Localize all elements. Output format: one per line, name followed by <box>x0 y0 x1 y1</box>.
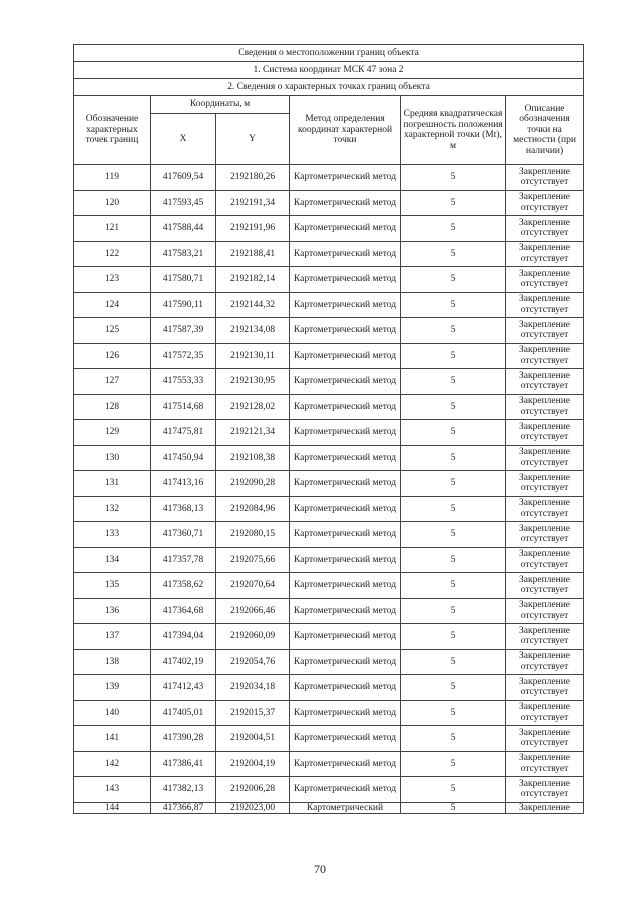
cell-description: Закрепление отсутствует <box>506 675 584 701</box>
cell-point-number: 130 <box>74 445 151 471</box>
cell-coord-x: 417405,01 <box>151 700 216 726</box>
cell-description: Закрепление отсутствует <box>506 165 584 191</box>
cell-method: Картометрический метод <box>290 471 401 497</box>
cell-coord-x: 417413,16 <box>151 471 216 497</box>
cell-coord-x: 417588,44 <box>151 216 216 242</box>
cell-point-number: 142 <box>74 751 151 777</box>
cell-point-number: 143 <box>74 777 151 803</box>
table-row <box>74 649 584 675</box>
table-row <box>74 343 584 369</box>
cell-method: Картометрический метод <box>290 190 401 216</box>
cell-point-number: 119 <box>74 165 151 191</box>
cell-method: Картометрический метод <box>290 165 401 191</box>
cell-description: Закрепление отсутствует <box>506 624 584 650</box>
table-row <box>74 522 584 548</box>
cell-method: Картометрический метод <box>290 649 401 675</box>
cell-coord-y: 2192084,96 <box>216 496 290 522</box>
cell-point-number: 125 <box>74 318 151 344</box>
table-row <box>74 573 584 599</box>
cell-coord-x: 417412,43 <box>151 675 216 701</box>
table-row <box>74 675 584 701</box>
cell-method: Картометрический метод <box>290 573 401 599</box>
cell-error: 5 <box>401 318 506 344</box>
cell-error: 5 <box>401 369 506 395</box>
cell-coord-x: 417572,35 <box>151 343 216 369</box>
cell-description: Закрепление отсутствует <box>506 420 584 446</box>
cell-method: Картометрический метод <box>290 394 401 420</box>
cell-point-number: 128 <box>74 394 151 420</box>
cell-description: Закрепление отсутствует <box>506 471 584 497</box>
cell-method: Картометрический метод <box>290 777 401 803</box>
cell-coord-y: 2192191,34 <box>216 190 290 216</box>
table-row <box>74 267 584 293</box>
col-header-y: Y <box>216 114 290 165</box>
cell-description: Закрепление отсутствует <box>506 241 584 267</box>
cell-method: Картометрический метод <box>290 675 401 701</box>
table-row <box>74 547 584 573</box>
cell-coord-x: 417609,54 <box>151 165 216 191</box>
cell-error: 5 <box>401 547 506 573</box>
table-row <box>74 292 584 318</box>
table-row <box>74 318 584 344</box>
cell-description: Закрепление отсутствует <box>506 343 584 369</box>
cell-error: 5 <box>401 394 506 420</box>
table-row <box>74 496 584 522</box>
cell-description: Закрепление отсутствует <box>506 394 584 420</box>
cell-coord-y: 2192006,28 <box>216 777 290 803</box>
table-row <box>74 369 584 395</box>
col-header-error: Средняя квадратическая погрешность положения характерной точки (Mt), м <box>401 96 506 165</box>
col-header-point: Обозначение характерных точек границ <box>74 96 151 165</box>
cell-error: 5 <box>401 445 506 471</box>
table-row <box>74 190 584 216</box>
cell-error: 5 <box>401 675 506 701</box>
col-header-description: Описание обозначения точки на местности (при наличии) <box>506 96 584 165</box>
cell-coord-y: 2192090,28 <box>216 471 290 497</box>
cell-method: Картометрический метод <box>290 292 401 318</box>
cell-coord-y: 2192060,09 <box>216 624 290 650</box>
cell-coord-y: 2192023,00 <box>216 802 290 813</box>
cell-coord-x: 417514,68 <box>151 394 216 420</box>
table-title: Сведения о местоположении границ объекта <box>74 45 584 62</box>
cell-method: Картометрический метод <box>290 547 401 573</box>
cell-point-number: 129 <box>74 420 151 446</box>
table-row <box>74 624 584 650</box>
cell-error: 5 <box>401 700 506 726</box>
cell-point-number: 136 <box>74 598 151 624</box>
table-row <box>74 216 584 242</box>
cell-point-number: 127 <box>74 369 151 395</box>
cell-point-number: 133 <box>74 522 151 548</box>
cell-coord-x: 417386,41 <box>151 751 216 777</box>
cell-point-number: 140 <box>74 700 151 726</box>
col-header-x: X <box>151 114 216 165</box>
table-row <box>74 726 584 752</box>
cell-coord-y: 2192066,46 <box>216 598 290 624</box>
cell-point-number: 134 <box>74 547 151 573</box>
cell-method: Картометрический метод <box>290 522 401 548</box>
cell-description: Закрепление отсутствует <box>506 777 584 803</box>
cell-error: 5 <box>401 241 506 267</box>
table-row <box>74 445 584 471</box>
cell-error: 5 <box>401 522 506 548</box>
cell-description: Закрепление отсутствует <box>506 267 584 293</box>
cell-point-number: 120 <box>74 190 151 216</box>
cell-point-number: 123 <box>74 267 151 293</box>
table-row <box>74 700 584 726</box>
col-header-method: Метод определения координат характерной точки <box>290 96 401 165</box>
table-row <box>74 241 584 267</box>
cell-point-number: 141 <box>74 726 151 752</box>
cell-method: Картометрический метод <box>290 241 401 267</box>
cell-error: 5 <box>401 624 506 650</box>
col-header-coordinates: Координаты, м <box>151 96 290 114</box>
cell-error: 5 <box>401 726 506 752</box>
cell-coord-y: 2192130,95 <box>216 369 290 395</box>
cell-error: 5 <box>401 649 506 675</box>
table-row <box>74 802 584 813</box>
cell-method: Картометрический метод <box>290 445 401 471</box>
cell-error: 5 <box>401 471 506 497</box>
cell-point-number: 121 <box>74 216 151 242</box>
coordinate-system-title: 1. Система координат МСК 47 зона 2 <box>74 62 584 79</box>
points-section-title: 2. Сведения о характерных точках границ объекта <box>74 79 584 96</box>
cell-error: 5 <box>401 777 506 803</box>
cell-method: Картометрический метод <box>290 267 401 293</box>
cell-point-number: 137 <box>74 624 151 650</box>
cell-point-number: 138 <box>74 649 151 675</box>
table-row <box>74 420 584 446</box>
cell-description: Закрепление отсутствует <box>506 369 584 395</box>
boundary-points-table <box>73 44 584 814</box>
cell-coord-x: 417583,21 <box>151 241 216 267</box>
cell-description: Закрепление отсутствует <box>506 318 584 344</box>
table-row <box>74 751 584 777</box>
cell-method: Картометрический метод <box>290 624 401 650</box>
cell-coord-y: 2192191,96 <box>216 216 290 242</box>
cell-coord-y: 2192075,66 <box>216 547 290 573</box>
cell-point-number: 132 <box>74 496 151 522</box>
cell-point-number: 122 <box>74 241 151 267</box>
cell-error: 5 <box>401 420 506 446</box>
cell-coord-x: 417450,94 <box>151 445 216 471</box>
cell-description: Закрепление отсутствует <box>506 522 584 548</box>
cell-error: 5 <box>401 165 506 191</box>
cell-method: Картометрический метод <box>290 598 401 624</box>
table-row <box>74 471 584 497</box>
cell-description: Закрепление отсутствует <box>506 751 584 777</box>
cell-method: Картометрический метод <box>290 726 401 752</box>
cell-description: Закрепление отсутствует <box>506 700 584 726</box>
cell-error: 5 <box>401 496 506 522</box>
cell-coord-x: 417402,19 <box>151 649 216 675</box>
table-row <box>74 598 584 624</box>
cell-description: Закрепление отсутствует <box>506 547 584 573</box>
cell-coord-x: 417382,13 <box>151 777 216 803</box>
cell-coord-x: 417390,28 <box>151 726 216 752</box>
cell-description: Закрепление отсутствует <box>506 292 584 318</box>
cell-description: Закрепление отсутствует <box>506 445 584 471</box>
cell-coord-y: 2192015,37 <box>216 700 290 726</box>
cell-coord-x: 417368,13 <box>151 496 216 522</box>
cell-method: Картометрический метод <box>290 496 401 522</box>
cell-coord-x: 417590,11 <box>151 292 216 318</box>
cell-point-number: 144 <box>74 802 151 813</box>
cell-coord-x: 417358,62 <box>151 573 216 599</box>
cell-error: 5 <box>401 216 506 242</box>
cell-method: Картометрический метод <box>290 700 401 726</box>
cell-description: Закрепление отсутствует <box>506 649 584 675</box>
cell-coord-x: 417553,33 <box>151 369 216 395</box>
cell-description: Закрепление <box>506 802 584 813</box>
cell-point-number: 139 <box>74 675 151 701</box>
cell-method: Картометрический метод <box>290 751 401 777</box>
table-row <box>74 777 584 803</box>
cell-coord-y: 2192130,11 <box>216 343 290 369</box>
cell-description: Закрепление отсутствует <box>506 190 584 216</box>
cell-error: 5 <box>401 267 506 293</box>
cell-coord-x: 417366,87 <box>151 802 216 813</box>
cell-description: Закрепление отсутствует <box>506 598 584 624</box>
cell-coord-y: 2192121,34 <box>216 420 290 446</box>
cell-error: 5 <box>401 598 506 624</box>
cell-error: 5 <box>401 292 506 318</box>
cell-error: 5 <box>401 343 506 369</box>
cell-description: Закрепление отсутствует <box>506 573 584 599</box>
cell-coord-y: 2192080,15 <box>216 522 290 548</box>
cell-coord-x: 417587,39 <box>151 318 216 344</box>
cell-point-number: 131 <box>74 471 151 497</box>
cell-coord-y: 2192182,14 <box>216 267 290 293</box>
cell-coord-y: 2192054,76 <box>216 649 290 675</box>
cell-coord-x: 417357,78 <box>151 547 216 573</box>
cell-coord-y: 2192180,26 <box>216 165 290 191</box>
cell-error: 5 <box>401 751 506 777</box>
cell-coord-x: 417364,68 <box>151 598 216 624</box>
cell-method: Картометрический метод <box>290 216 401 242</box>
cell-point-number: 135 <box>74 573 151 599</box>
cell-description: Закрепление отсутствует <box>506 496 584 522</box>
cell-method: Картометрический метод <box>290 343 401 369</box>
cell-method: Картометрический метод <box>290 318 401 344</box>
table-row <box>74 165 584 191</box>
cell-method: Картометрический метод <box>290 420 401 446</box>
cell-method: Картометрический метод <box>290 369 401 395</box>
cell-coord-x: 417580,71 <box>151 267 216 293</box>
page-number: 70 <box>314 862 326 876</box>
cell-coord-y: 2192108,38 <box>216 445 290 471</box>
cell-description: Закрепление отсутствует <box>506 216 584 242</box>
cell-coord-y: 2192128,02 <box>216 394 290 420</box>
cell-error: 5 <box>401 802 506 813</box>
cell-coord-y: 2192144,32 <box>216 292 290 318</box>
cell-coord-y: 2192188,41 <box>216 241 290 267</box>
cell-point-number: 124 <box>74 292 151 318</box>
cell-error: 5 <box>401 190 506 216</box>
cell-coord-x: 417394,04 <box>151 624 216 650</box>
cell-coord-x: 417360,71 <box>151 522 216 548</box>
table-row <box>74 394 584 420</box>
cell-coord-x: 417475,81 <box>151 420 216 446</box>
cell-error: 5 <box>401 573 506 599</box>
cell-point-number: 126 <box>74 343 151 369</box>
cell-description: Закрепление отсутствует <box>506 726 584 752</box>
cell-coord-y: 2192004,19 <box>216 751 290 777</box>
cell-coord-y: 2192004,51 <box>216 726 290 752</box>
cell-method: Картометрический <box>290 802 401 813</box>
cell-coord-y: 2192134,08 <box>216 318 290 344</box>
cell-coord-y: 2192034,18 <box>216 675 290 701</box>
cell-coord-y: 2192070,64 <box>216 573 290 599</box>
cell-coord-x: 417593,45 <box>151 190 216 216</box>
